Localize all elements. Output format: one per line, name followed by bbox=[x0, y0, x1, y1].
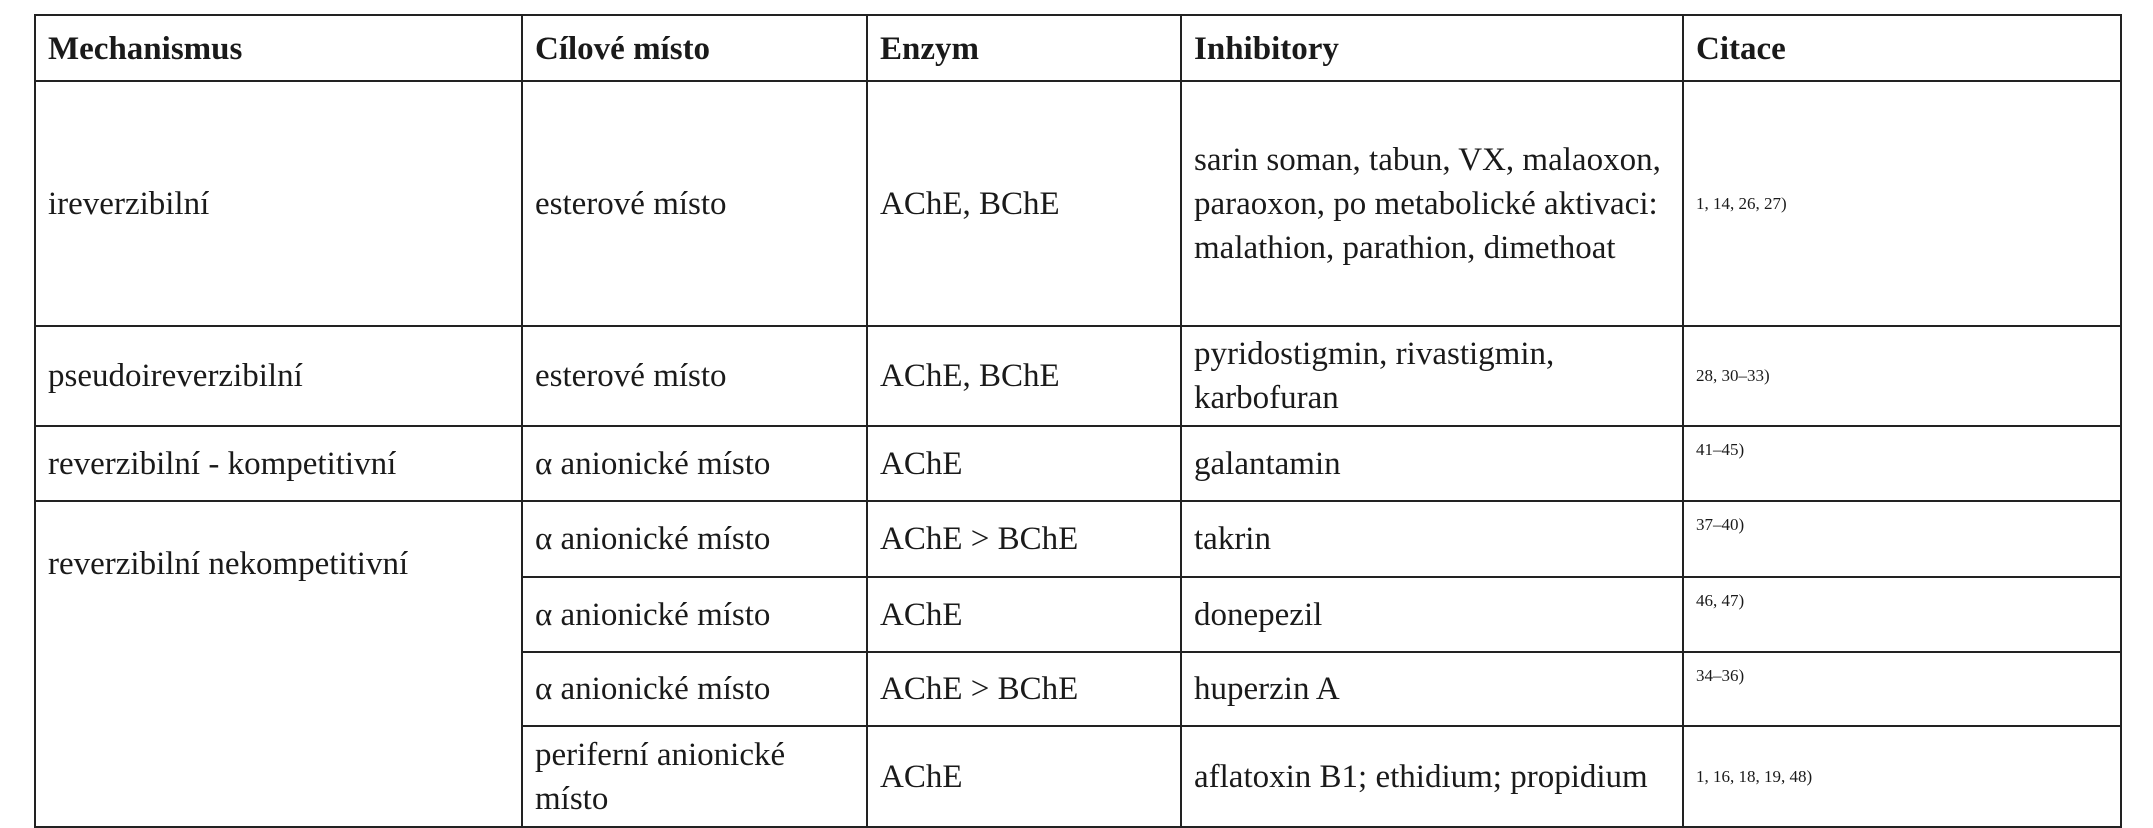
inhibitors-cell: aflatoxin B1; ethidium; propidium bbox=[1181, 726, 1683, 827]
enzyme-cell: AChE bbox=[867, 426, 1181, 501]
citation-cell: 1, 16, 18, 19, 48) bbox=[1683, 726, 2121, 827]
enzyme-cell: AChE bbox=[867, 577, 1181, 652]
table-row bbox=[35, 426, 2121, 501]
enzyme-cell: AChE, BChE bbox=[867, 326, 1181, 426]
inhibitors-cell: pyridostigmin, rivastigmin, karbofuran bbox=[1181, 326, 1683, 426]
inhibitors-cell: huperzin A bbox=[1181, 652, 1683, 726]
enzyme-cell: AChE > BChE bbox=[867, 652, 1181, 726]
mechanism-cell: reverzibilní - kompetitivní bbox=[35, 426, 522, 501]
mechanism-cell: ireverzibilní bbox=[35, 81, 522, 326]
header-mechanism: Mechanismus bbox=[35, 15, 522, 81]
target-cell: esterové místo bbox=[522, 326, 867, 426]
citation-cell: 34–36) bbox=[1683, 652, 2121, 726]
header-target: Cílové místo bbox=[522, 15, 867, 81]
enzyme-cell: AChE, BChE bbox=[867, 81, 1181, 326]
citation-cell: 37–40) bbox=[1683, 501, 2121, 577]
header-inhibitors: Inhibitory bbox=[1181, 15, 1683, 81]
target-cell: α anionické místo bbox=[522, 426, 867, 501]
enzyme-cell: AChE bbox=[867, 726, 1181, 827]
inhibitors-cell: sarin soman, tabun, VX, malaoxon, paraoxon, po metabolické aktivaci: malathion, parathion, dimethoat bbox=[1181, 81, 1683, 326]
citation-cell: 28, 30–33) bbox=[1683, 326, 2121, 426]
mechanism-cell: pseudoireverzibilní bbox=[35, 326, 522, 426]
citation-cell: 1, 14, 26, 27) bbox=[1683, 81, 2121, 326]
enzyme-cell: AChE > BChE bbox=[867, 501, 1181, 577]
header-row bbox=[35, 15, 2121, 81]
table-row bbox=[35, 501, 2121, 577]
header-citation: Citace bbox=[1683, 15, 2121, 81]
table-row bbox=[35, 326, 2121, 426]
target-cell: α anionické místo bbox=[522, 577, 867, 652]
inhibitors-cell: takrin bbox=[1181, 501, 1683, 577]
table-row bbox=[35, 81, 2121, 326]
mechanism-cell: reverzibilní nekompetitivní bbox=[35, 501, 522, 827]
target-cell: α anionické místo bbox=[522, 652, 867, 726]
inhibitors-cell: donepezil bbox=[1181, 577, 1683, 652]
inhibitors-cell: galantamin bbox=[1181, 426, 1683, 501]
target-cell: periferní anionické místo bbox=[522, 726, 867, 827]
citation-cell: 46, 47) bbox=[1683, 577, 2121, 652]
target-cell: esterové místo bbox=[522, 81, 867, 326]
inhibitor-table bbox=[34, 14, 2122, 828]
target-cell: α anionické místo bbox=[522, 501, 867, 577]
header-enzyme: Enzym bbox=[867, 15, 1181, 81]
citation-cell: 41–45) bbox=[1683, 426, 2121, 501]
